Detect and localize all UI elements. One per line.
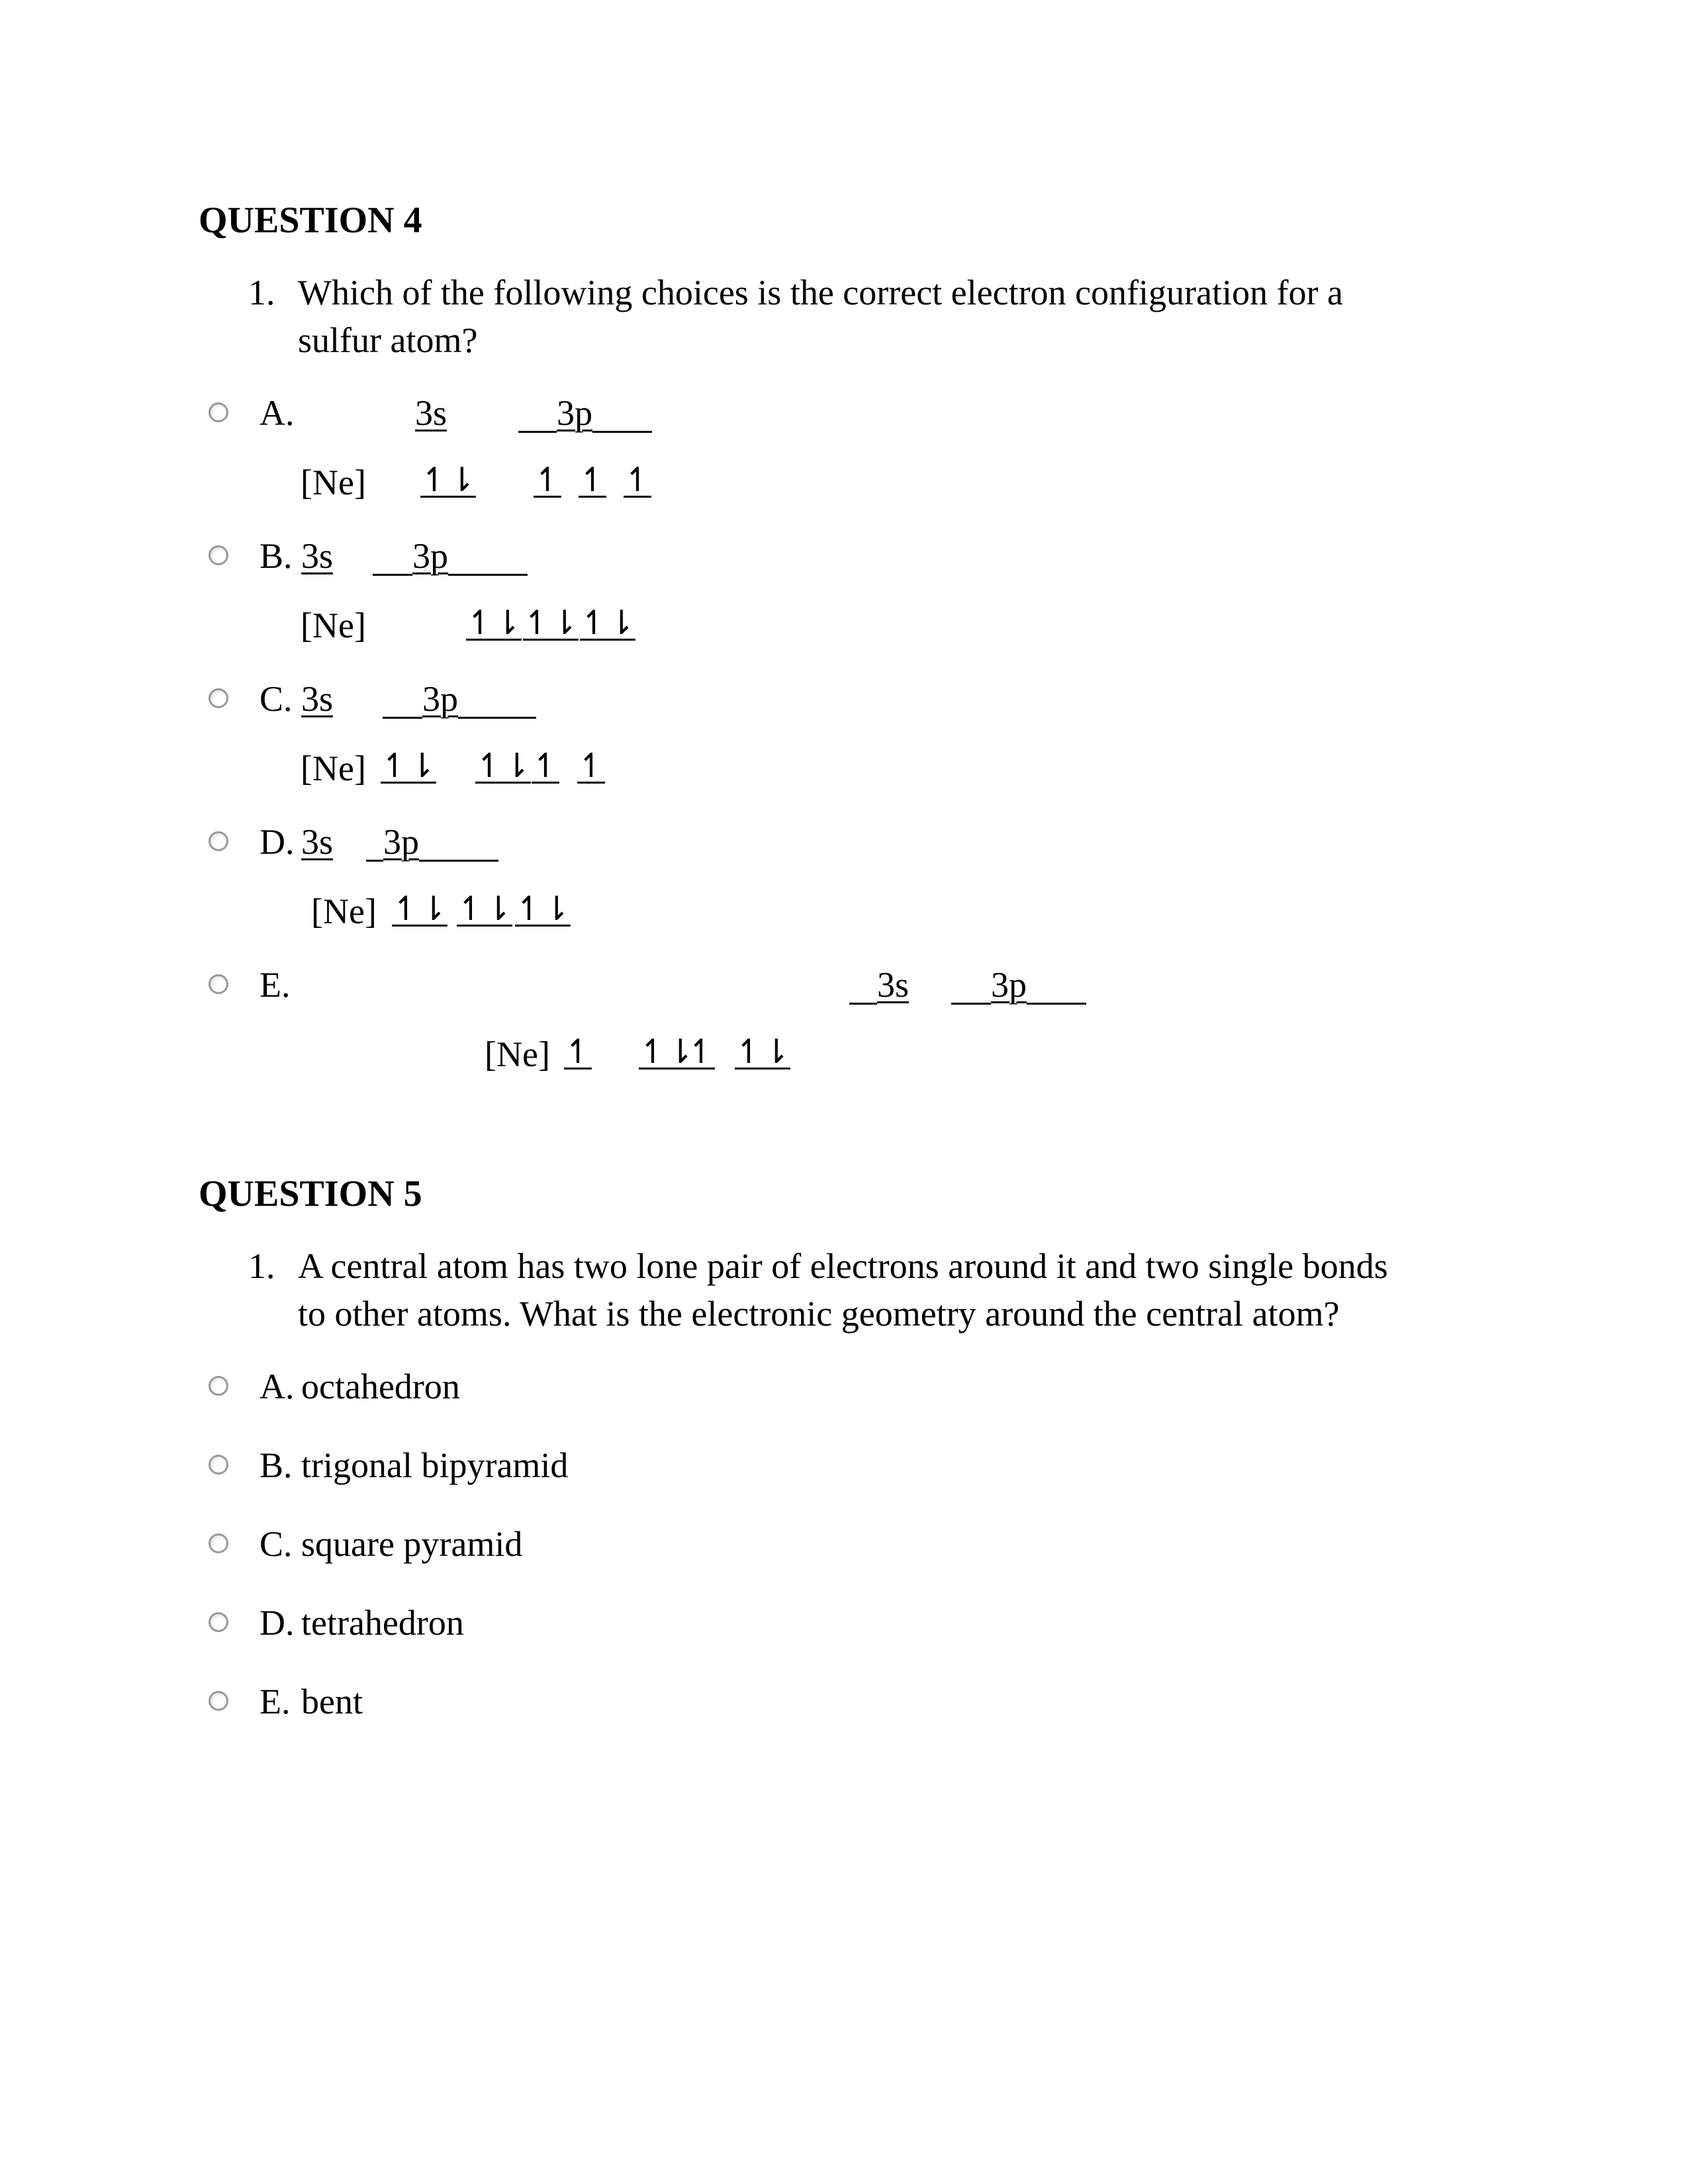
q4-option-a-3p-orbital-1: ↿: [534, 461, 561, 499]
q4-option-b-radio[interactable]: [209, 545, 228, 565]
q4-option-c-radio[interactable]: [209, 688, 228, 708]
q4-option-e-3s-underline-left: [849, 1003, 877, 1005]
q4-option-e-3s-label: 3s: [877, 965, 910, 1005]
question-4-text-line-1: Which of the following choices is the correct electron configuration for a: [298, 273, 1343, 312]
q4-option-b-3p-orbital-1: ↿⇂: [466, 604, 522, 642]
q4-option-e-core: [Ne]: [485, 1034, 550, 1074]
q4-option-e-3p-underline-left: [951, 1003, 991, 1005]
q4-option-e-letter: E.: [259, 965, 291, 1005]
q4-option-d-radio[interactable]: [209, 831, 228, 851]
q4-option-d-3p-orbital-1: ↿⇂: [457, 889, 512, 928]
q4-option-a-radio[interactable]: [209, 402, 228, 422]
q5-option-d-text: tetrahedron: [301, 1603, 464, 1643]
q5-option-e-text: bent: [301, 1682, 363, 1721]
q4-option-b-3p-underline-right: [448, 574, 528, 576]
q4-option-c-3p-label: 3p: [422, 679, 458, 719]
q4-option-a-3p-underline-right: [592, 431, 652, 433]
q4-option-a-3p-orbital-2: ↿: [579, 461, 606, 499]
q4-option-c-3s-arrows: ↿⇂: [381, 747, 436, 785]
q4-option-a-3p-orbital-3: ↿: [624, 461, 651, 499]
question-4-number: 1.: [248, 273, 275, 312]
q4-option-d-3p-orbital-2: ↿⇂: [515, 889, 571, 928]
question-5-text-line-1: A central atom has two lone pair of electrons around it and two single bonds: [298, 1246, 1388, 1286]
q4-option-c-letter: C.: [259, 679, 293, 719]
q5-option-b-radio[interactable]: [209, 1455, 228, 1475]
q4-option-b-core: [Ne]: [301, 606, 366, 645]
q4-option-e-3s-arrows: ↿: [564, 1032, 592, 1071]
question-5-title: QUESTION 5: [199, 1173, 422, 1214]
q5-option-c-radio[interactable]: [209, 1533, 228, 1553]
q5-option-b-text: trigonal bipyramid: [301, 1445, 569, 1485]
q4-option-c-3p-underline-right: [458, 717, 536, 719]
q4-option-a-core: [Ne]: [301, 463, 366, 502]
q4-option-d-3s-label: 3s: [301, 822, 334, 862]
q4-option-c-3p-underline-left: [383, 717, 422, 719]
q4-option-d-core: [Ne]: [311, 891, 377, 931]
q4-option-c-3p-orbital-2: ↿: [532, 747, 559, 785]
q4-option-b-letter: B.: [259, 536, 293, 576]
q5-option-d-radio[interactable]: [209, 1612, 228, 1632]
q4-option-b-3p-orbital-3: ↿⇂: [580, 604, 635, 642]
q4-option-d-3p-label: 3p: [383, 822, 419, 862]
q4-option-c-3p-orbital-1: ↿⇂: [475, 747, 531, 785]
q4-option-c-3p-orbital-3: ↿: [577, 747, 605, 785]
q4-option-b-3p-orbital-2: ↿⇂: [523, 604, 579, 642]
q5-option-a-text: octahedron: [301, 1367, 460, 1406]
question-5-number: 1.: [248, 1246, 275, 1286]
q5-option-c-text: square pyramid: [301, 1524, 523, 1564]
question-5-text-line-2: to other atoms. What is the electronic geometry around the central atom?: [298, 1294, 1340, 1334]
q4-option-d-3p-underline-right: [419, 860, 498, 862]
q4-option-e-radio[interactable]: [209, 974, 228, 994]
q4-option-a-letter: A.: [259, 393, 295, 433]
q5-option-d-letter: D.: [259, 1603, 295, 1643]
q5-option-b-letter: B.: [259, 1445, 293, 1485]
q4-option-e-3p-underline-right: [1027, 1003, 1086, 1005]
q4-option-a-3s-label: 3s: [415, 393, 447, 433]
q4-option-c-core: [Ne]: [301, 749, 366, 788]
q5-option-a-letter: A.: [259, 1367, 295, 1406]
question-4-title: QUESTION 4: [199, 200, 422, 241]
q4-option-b-3s-label: 3s: [301, 536, 334, 576]
q4-option-e-3p-orbital-1: ↿⇂: [639, 1032, 694, 1071]
q4-option-d-3s-arrows: ↿⇂: [392, 889, 447, 928]
question-4-text-line-2: sulfur atom?: [298, 320, 478, 360]
q5-option-a-radio[interactable]: [209, 1376, 228, 1396]
q4-option-a-3p-label: 3p: [557, 393, 592, 433]
q5-option-e-radio[interactable]: [209, 1691, 228, 1711]
q4-option-b-3p-underline-left: [373, 574, 412, 576]
q5-option-e-letter: E.: [259, 1682, 291, 1721]
q4-option-d-letter: D.: [259, 822, 295, 862]
q5-option-c-letter: C.: [259, 1524, 293, 1564]
q4-option-a-3p-underline-left: [518, 431, 557, 433]
q4-option-e-3p-label: 3p: [991, 965, 1027, 1005]
q4-option-b-3p-label: 3p: [412, 536, 448, 576]
q4-option-e-3p-orbital-3: ↿⇂: [735, 1032, 790, 1071]
q4-option-e-3p-orbital-2: ↿: [687, 1032, 715, 1071]
q4-option-d-3p-underline-left: [366, 860, 383, 862]
q4-option-a-3s-arrows: ↿⇂: [420, 461, 476, 499]
q4-option-c-3s-label: 3s: [301, 679, 334, 719]
